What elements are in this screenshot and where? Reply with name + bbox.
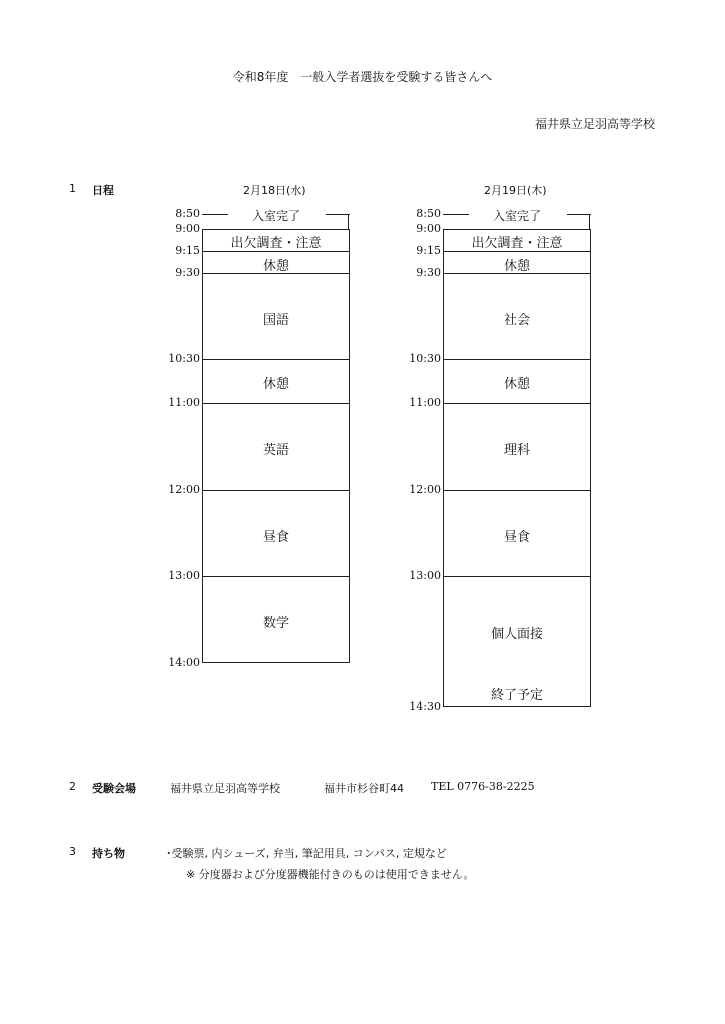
school-name: 福井県立足羽高等学校 xyxy=(534,117,655,131)
venue-address: 福井市杉谷町44 xyxy=(324,782,404,795)
day2-time-1030: 10:30 xyxy=(409,352,441,365)
section-1-number: 1 xyxy=(69,182,76,195)
day1-time-1300: 13:00 xyxy=(168,569,200,582)
day2-time-1300: 13:00 xyxy=(409,569,441,582)
section-1-label: 日程 xyxy=(92,184,114,197)
belongings-list: ･受験票, 内シューズ, 弁当, 筆記用具, コンパス, 定規など xyxy=(166,847,447,860)
day2-time-0915: 9:15 xyxy=(416,244,441,257)
section-2-label: 受験会場 xyxy=(92,782,136,795)
day2-time-0900: 9:00 xyxy=(416,222,441,235)
day1-time-1200: 12:00 xyxy=(168,483,200,496)
day2-slot-attendance: 出欠調査・注意 xyxy=(471,236,563,251)
day2-slot-interview: 個人面接 xyxy=(490,627,543,642)
day1-time-1400: 14:00 xyxy=(168,656,200,669)
day1-slot-entry: 入室完了 xyxy=(251,209,300,223)
day2-time-0930: 9:30 xyxy=(416,266,441,279)
day1-slot-english: 英語 xyxy=(262,443,289,458)
day2-slot-science: 理科 xyxy=(503,443,530,458)
venue-tel: TEL 0776-38-2225 xyxy=(431,780,535,793)
day2-time-1100: 11:00 xyxy=(409,396,441,409)
day2-slot-break-1: 休憩 xyxy=(503,259,530,274)
day2-time-1200: 12:00 xyxy=(409,483,441,496)
day2-slot-break-2: 休憩 xyxy=(503,377,530,392)
day1-time-0930: 9:30 xyxy=(175,266,200,279)
venue-name: 福井県立足羽高等学校 xyxy=(170,782,280,795)
section-3-number: 3 xyxy=(69,845,76,858)
day1-time-1030: 10:30 xyxy=(168,352,200,365)
day1-time-1100: 11:00 xyxy=(168,396,200,409)
day1-date: 2月18日(水) xyxy=(243,184,306,197)
day1-slot-break-2: 休憩 xyxy=(262,377,289,392)
document-title: 令和8年度 一般入学者選抜を受験する皆さんへ xyxy=(232,70,493,84)
day1-slot-lunch: 昼食 xyxy=(262,530,289,545)
day2-slot-social-studies: 社会 xyxy=(503,313,530,328)
belongings-note: ※ 分度器および分度器機能付きのものは使用できません。 xyxy=(186,868,475,881)
day1-time-0915: 9:15 xyxy=(175,244,200,257)
day2-date: 2月19日(木) xyxy=(484,184,547,197)
day2-slot-lunch: 昼食 xyxy=(503,530,530,545)
day2-slot-entry: 入室完了 xyxy=(492,209,541,223)
day2-time-1430: 14:30 xyxy=(409,700,441,713)
day2-slot-end: 終了予定 xyxy=(490,688,543,703)
day1-time-0850: 8:50 xyxy=(175,207,200,220)
day2-time-0850: 8:50 xyxy=(416,207,441,220)
day1-slot-break-1: 休憩 xyxy=(262,259,289,274)
day1-slot-math: 数学 xyxy=(262,616,289,631)
day1-slot-attendance: 出欠調査・注意 xyxy=(230,236,322,251)
section-3-label: 持ち物 xyxy=(92,847,125,860)
section-2-number: 2 xyxy=(69,780,76,793)
day1-time-0900: 9:00 xyxy=(175,222,200,235)
day1-slot-japanese: 国語 xyxy=(262,313,289,328)
